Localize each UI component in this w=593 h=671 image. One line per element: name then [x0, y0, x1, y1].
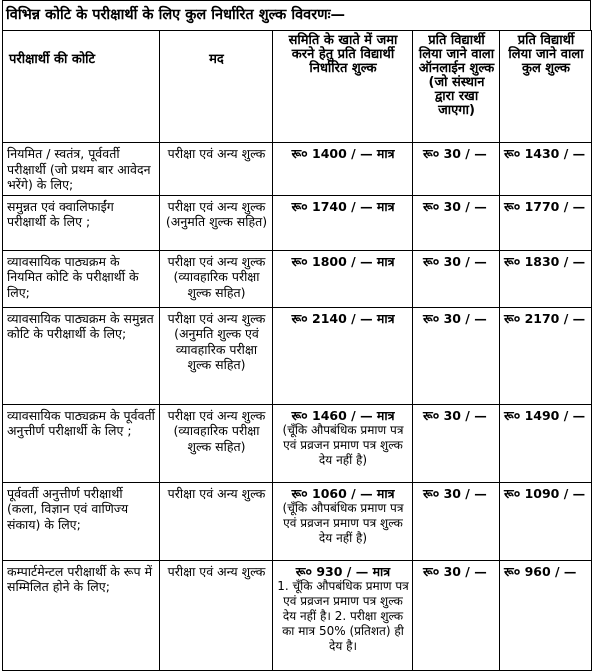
fee-amount: रू० 1060 / — मात्र [291, 485, 395, 501]
row-online-fee: रू० 30 / — [413, 143, 500, 196]
row-fee [273, 143, 413, 196]
row-fee [273, 560, 413, 670]
row-category: व्यावसायिक पाठ्यक्रम के नियमित कोटि के परीक्षार्थी के लिए; [3, 250, 160, 307]
row-item: परीक्षा एवं अन्य शुल्क [160, 482, 273, 560]
fee-table [2, 30, 592, 671]
table-row [3, 482, 592, 560]
row-category: पूर्ववर्ती अनुत्तीर्ण परीक्षार्थी (कला, विज्ञान एवं वाणिज्य संकाय) के लिए; [3, 482, 160, 560]
row-fee [273, 250, 413, 307]
page-title: विभिन्न कोटि के परीक्षार्थी के लिए कुल निर्धारित शुल्क विवरणः— [2, 0, 591, 30]
row-total-fee: रू० 960 / — [500, 560, 592, 670]
table-row [3, 560, 592, 670]
fee-note: (चूँकि औपबंधिक प्रमाण पत्र एवं प्रव्रजन प्रमाण पत्र शुल्क देय नहीं है) [282, 501, 404, 545]
row-category: व्यावसायिक पाठ्यक्रम के पूर्ववर्ती अनुत्तीर्ण परीक्षार्थी के लिए ; [3, 404, 160, 482]
row-category: समुन्नत एवं क्वालिफाईंग परीक्षार्थी के लिए ; [3, 195, 160, 250]
row-fee [273, 404, 413, 482]
row-fee [273, 307, 413, 404]
row-fee [273, 482, 413, 560]
row-online-fee: रू० 30 / — [413, 307, 500, 404]
row-online-fee: रू० 30 / — [413, 195, 500, 250]
row-category: नियमित / स्वतंत्र, पूर्ववर्ती परीक्षार्थी (जो प्रथम बार आवेदन भरेंगे) के लिए; [3, 143, 160, 196]
table-row [3, 195, 592, 250]
fee-amount: रू० 1740 / — मात्र [291, 198, 395, 214]
row-item: परीक्षा एवं अन्य शुल्क (व्यावहारिक परीक्षा शुल्क सहित) [160, 250, 273, 307]
header-item: मद [160, 31, 273, 143]
row-category: कम्पार्टमेन्टल परीक्षार्थी के रूप में सम्मिलित होने के लिए; [3, 560, 160, 670]
table-header-row [3, 31, 592, 143]
row-item: परीक्षा एवं अन्य शुल्क (अनुमति शुल्क सहित) [160, 195, 273, 250]
row-category: व्यावसायिक पाठ्यक्रम के समुन्नत कोटि के परीक्षार्थी के लिए; [3, 307, 160, 404]
row-item: परीक्षा एवं अन्य शुल्क [160, 143, 273, 196]
row-online-fee: रू० 30 / — [413, 404, 500, 482]
row-online-fee: रू० 30 / — [413, 560, 500, 670]
row-total-fee: रू० 2170 / — [500, 307, 592, 404]
fee-note: (चूँकि औपबंधिक प्रमाण पत्र एवं प्रव्रजन प्रमाण पत्र शुल्क देय नहीं है) [282, 423, 404, 467]
fee-amount: रू० 930 / — मात्र [295, 563, 391, 579]
table-row [3, 143, 592, 196]
fee-note: 1. चूँकि औपबंधिक प्रमाण पत्र एवं प्रव्रजन प्रमाण पत्र शुल्क देय नहीं है। 2. परीक्षा शुल्क का मात्र 50% (प्रतिशत) ही देय है। [277, 579, 409, 653]
fee-amount: रू० 1800 / — मात्र [291, 253, 395, 269]
row-total-fee: रू० 1490 / — [500, 404, 592, 482]
header-category: परीक्षार्थी की कोटि [3, 31, 160, 143]
row-online-fee: रू० 30 / — [413, 482, 500, 560]
row-total-fee: रू० 1770 / — [500, 195, 592, 250]
row-total-fee: रू० 1430 / — [500, 143, 592, 196]
fee-amount: रू० 2140 / — मात्र [291, 310, 395, 326]
table-row [3, 250, 592, 307]
table-row [3, 404, 592, 482]
header-total-fee: प्रति विद्यार्थी लिया जाने वाला कुल शुल्क [500, 31, 592, 143]
row-item: परीक्षा एवं अन्य शुल्क (अनुमति शुल्क एवं व्यावहारिक परीक्षा शुल्क सहित) [160, 307, 273, 404]
row-total-fee: रू० 1090 / — [500, 482, 592, 560]
row-item: परीक्षा एवं अन्य शुल्क (व्यावहारिक परीक्षा शुल्क सहित) [160, 404, 273, 482]
header-online-fee: प्रति विद्यार्थी लिया जाने वाला ऑनलाईन शुल्क (जो संस्थान द्वारा रखा जाएगा) [413, 31, 500, 143]
row-item: परीक्षा एवं अन्य शुल्क [160, 560, 273, 670]
row-online-fee: रू० 30 / — [413, 250, 500, 307]
row-total-fee: रू० 1830 / — [500, 250, 592, 307]
row-fee [273, 195, 413, 250]
fee-amount: रू० 1400 / — मात्र [291, 146, 395, 161]
table-row [3, 307, 592, 404]
header-fee: समिति के खाते में जमा करने हेतु प्रति विद्यार्थी निर्धारित शुल्क [273, 31, 413, 143]
fee-amount: रू० 1460 / — मात्र [291, 407, 395, 423]
